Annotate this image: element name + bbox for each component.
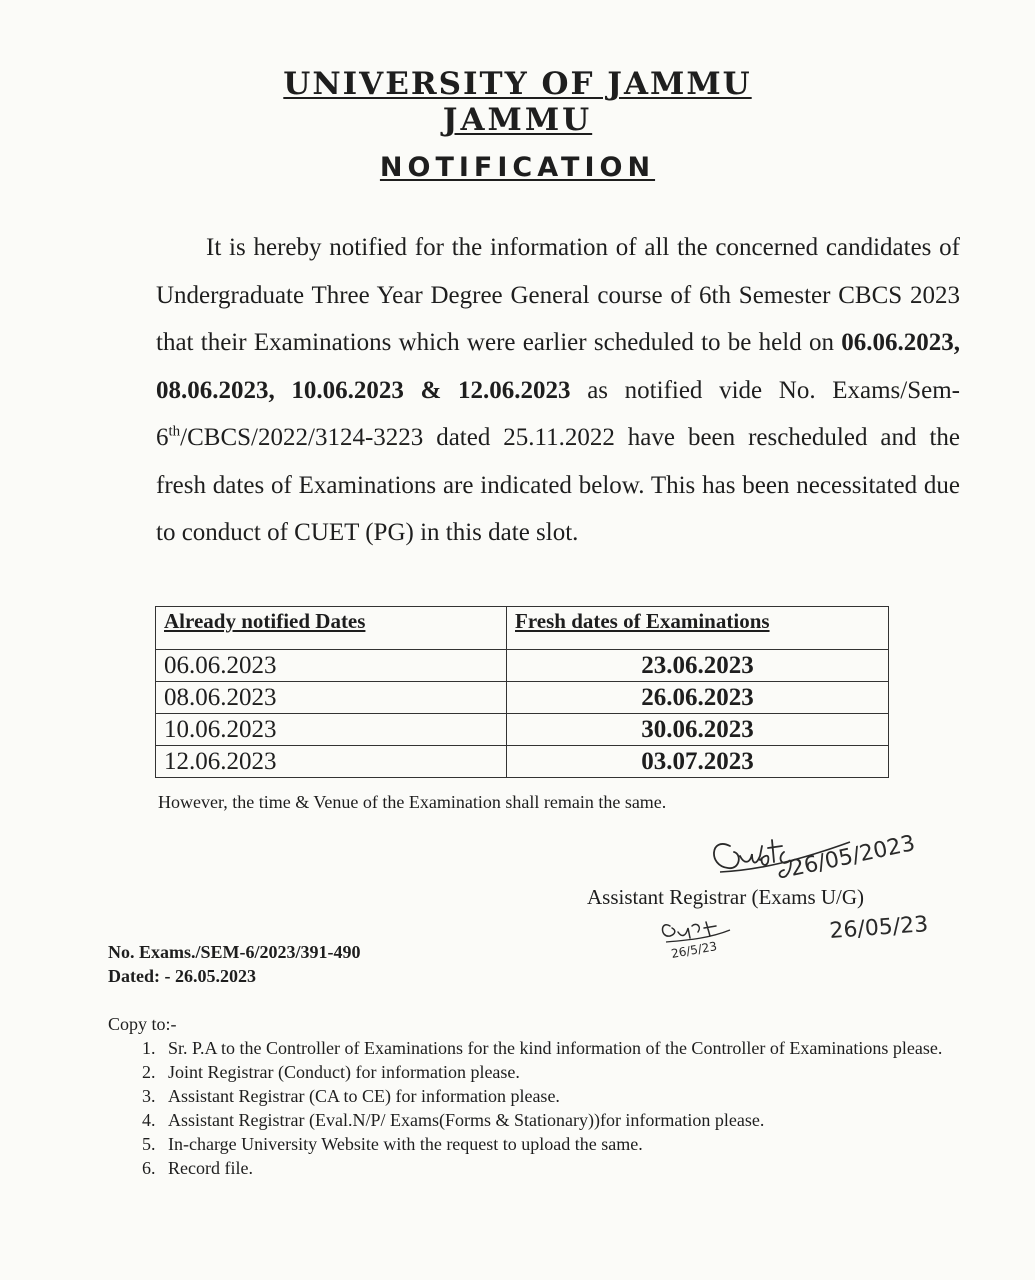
list-item: 1. Sr. P.A to the Controller of Examinations for the kind information of the Controller of Examinations please. bbox=[160, 1036, 942, 1060]
body-part-2: as notified vide No. Exams/Sem-6 bbox=[156, 376, 960, 451]
registrar-designation: Assistant Registrar (Exams U/G) bbox=[587, 885, 865, 909]
list-item: 6. Record file. bbox=[160, 1156, 942, 1180]
fresh-date: 23.06.2023 bbox=[507, 650, 889, 682]
table-row bbox=[156, 682, 889, 714]
dates-table bbox=[155, 606, 889, 778]
university-title: UNIVERSITY OF JAMMU bbox=[283, 66, 752, 102]
list-item: 4. Assistant Registrar (Eval.N/P/ Exams(Forms & Stationary))for information please. bbox=[160, 1108, 942, 1132]
old-date: 06.06.2023 bbox=[156, 650, 507, 682]
copy-to-block bbox=[108, 1012, 942, 1180]
venue-note: However, the time & Venue of the Examination shall remain the same. bbox=[158, 792, 667, 812]
body-dates: 06.06.2023, 08.06.2023, 10.06.2023 & 12.06.2023 bbox=[156, 329, 960, 404]
table-row bbox=[156, 746, 889, 778]
list-item: 3. Assistant Registrar (CA to CE) for information please. bbox=[160, 1084, 942, 1108]
fresh-date: 26.06.2023 bbox=[507, 682, 889, 714]
table-header-row bbox=[156, 607, 889, 650]
copy-list bbox=[108, 1036, 942, 1180]
table-row bbox=[156, 650, 889, 682]
header-already-notified: Already notified Dates bbox=[156, 607, 507, 650]
body-part-1: It is hereby notified for the information of all the concerned candidates of Undergraduate Three Year Degree General course of 6th Semester CBCS 2023 that their Examinations which were earlier scheduled to be held on bbox=[156, 234, 960, 356]
signature-date-2: 26/05/23 bbox=[828, 912, 929, 944]
fresh-date: 30.06.2023 bbox=[507, 714, 889, 746]
header-fresh-dates: Fresh dates of Examinations bbox=[507, 607, 889, 650]
old-date: 08.06.2023 bbox=[156, 682, 507, 714]
table-row bbox=[156, 714, 889, 746]
body-part-3: /CBCS/2022/3124-3223 dated 25.11.2022 have been rescheduled and the fresh dates of Examinations are indicated below. This has been necessitated due to conduct of CUET (PG) in this date slot. bbox=[156, 424, 960, 546]
fresh-date: 03.07.2023 bbox=[507, 746, 889, 778]
old-date: 12.06.2023 bbox=[156, 746, 507, 778]
body-superscript: th bbox=[168, 423, 181, 440]
old-date: 10.06.2023 bbox=[156, 714, 507, 746]
initials-date: 26/5/23 bbox=[670, 939, 719, 961]
notification-body bbox=[156, 224, 960, 557]
signature-date: 26/05/2023 bbox=[788, 831, 918, 882]
notification-heading: NOTIFICATION bbox=[379, 152, 656, 183]
reference-number: No. Exams./SEM-6/2023/391-490 bbox=[108, 942, 361, 962]
copy-heading: Copy to:- bbox=[108, 1014, 177, 1034]
reference-date: Dated: - 26.05.2023 bbox=[108, 966, 256, 986]
reference-block bbox=[108, 940, 361, 988]
list-item: 2. Joint Registrar (Conduct) for information please. bbox=[160, 1060, 942, 1084]
list-item: 5. In-charge University Website with the request to upload the same. bbox=[160, 1132, 942, 1156]
city-title: JAMMU bbox=[442, 102, 593, 138]
